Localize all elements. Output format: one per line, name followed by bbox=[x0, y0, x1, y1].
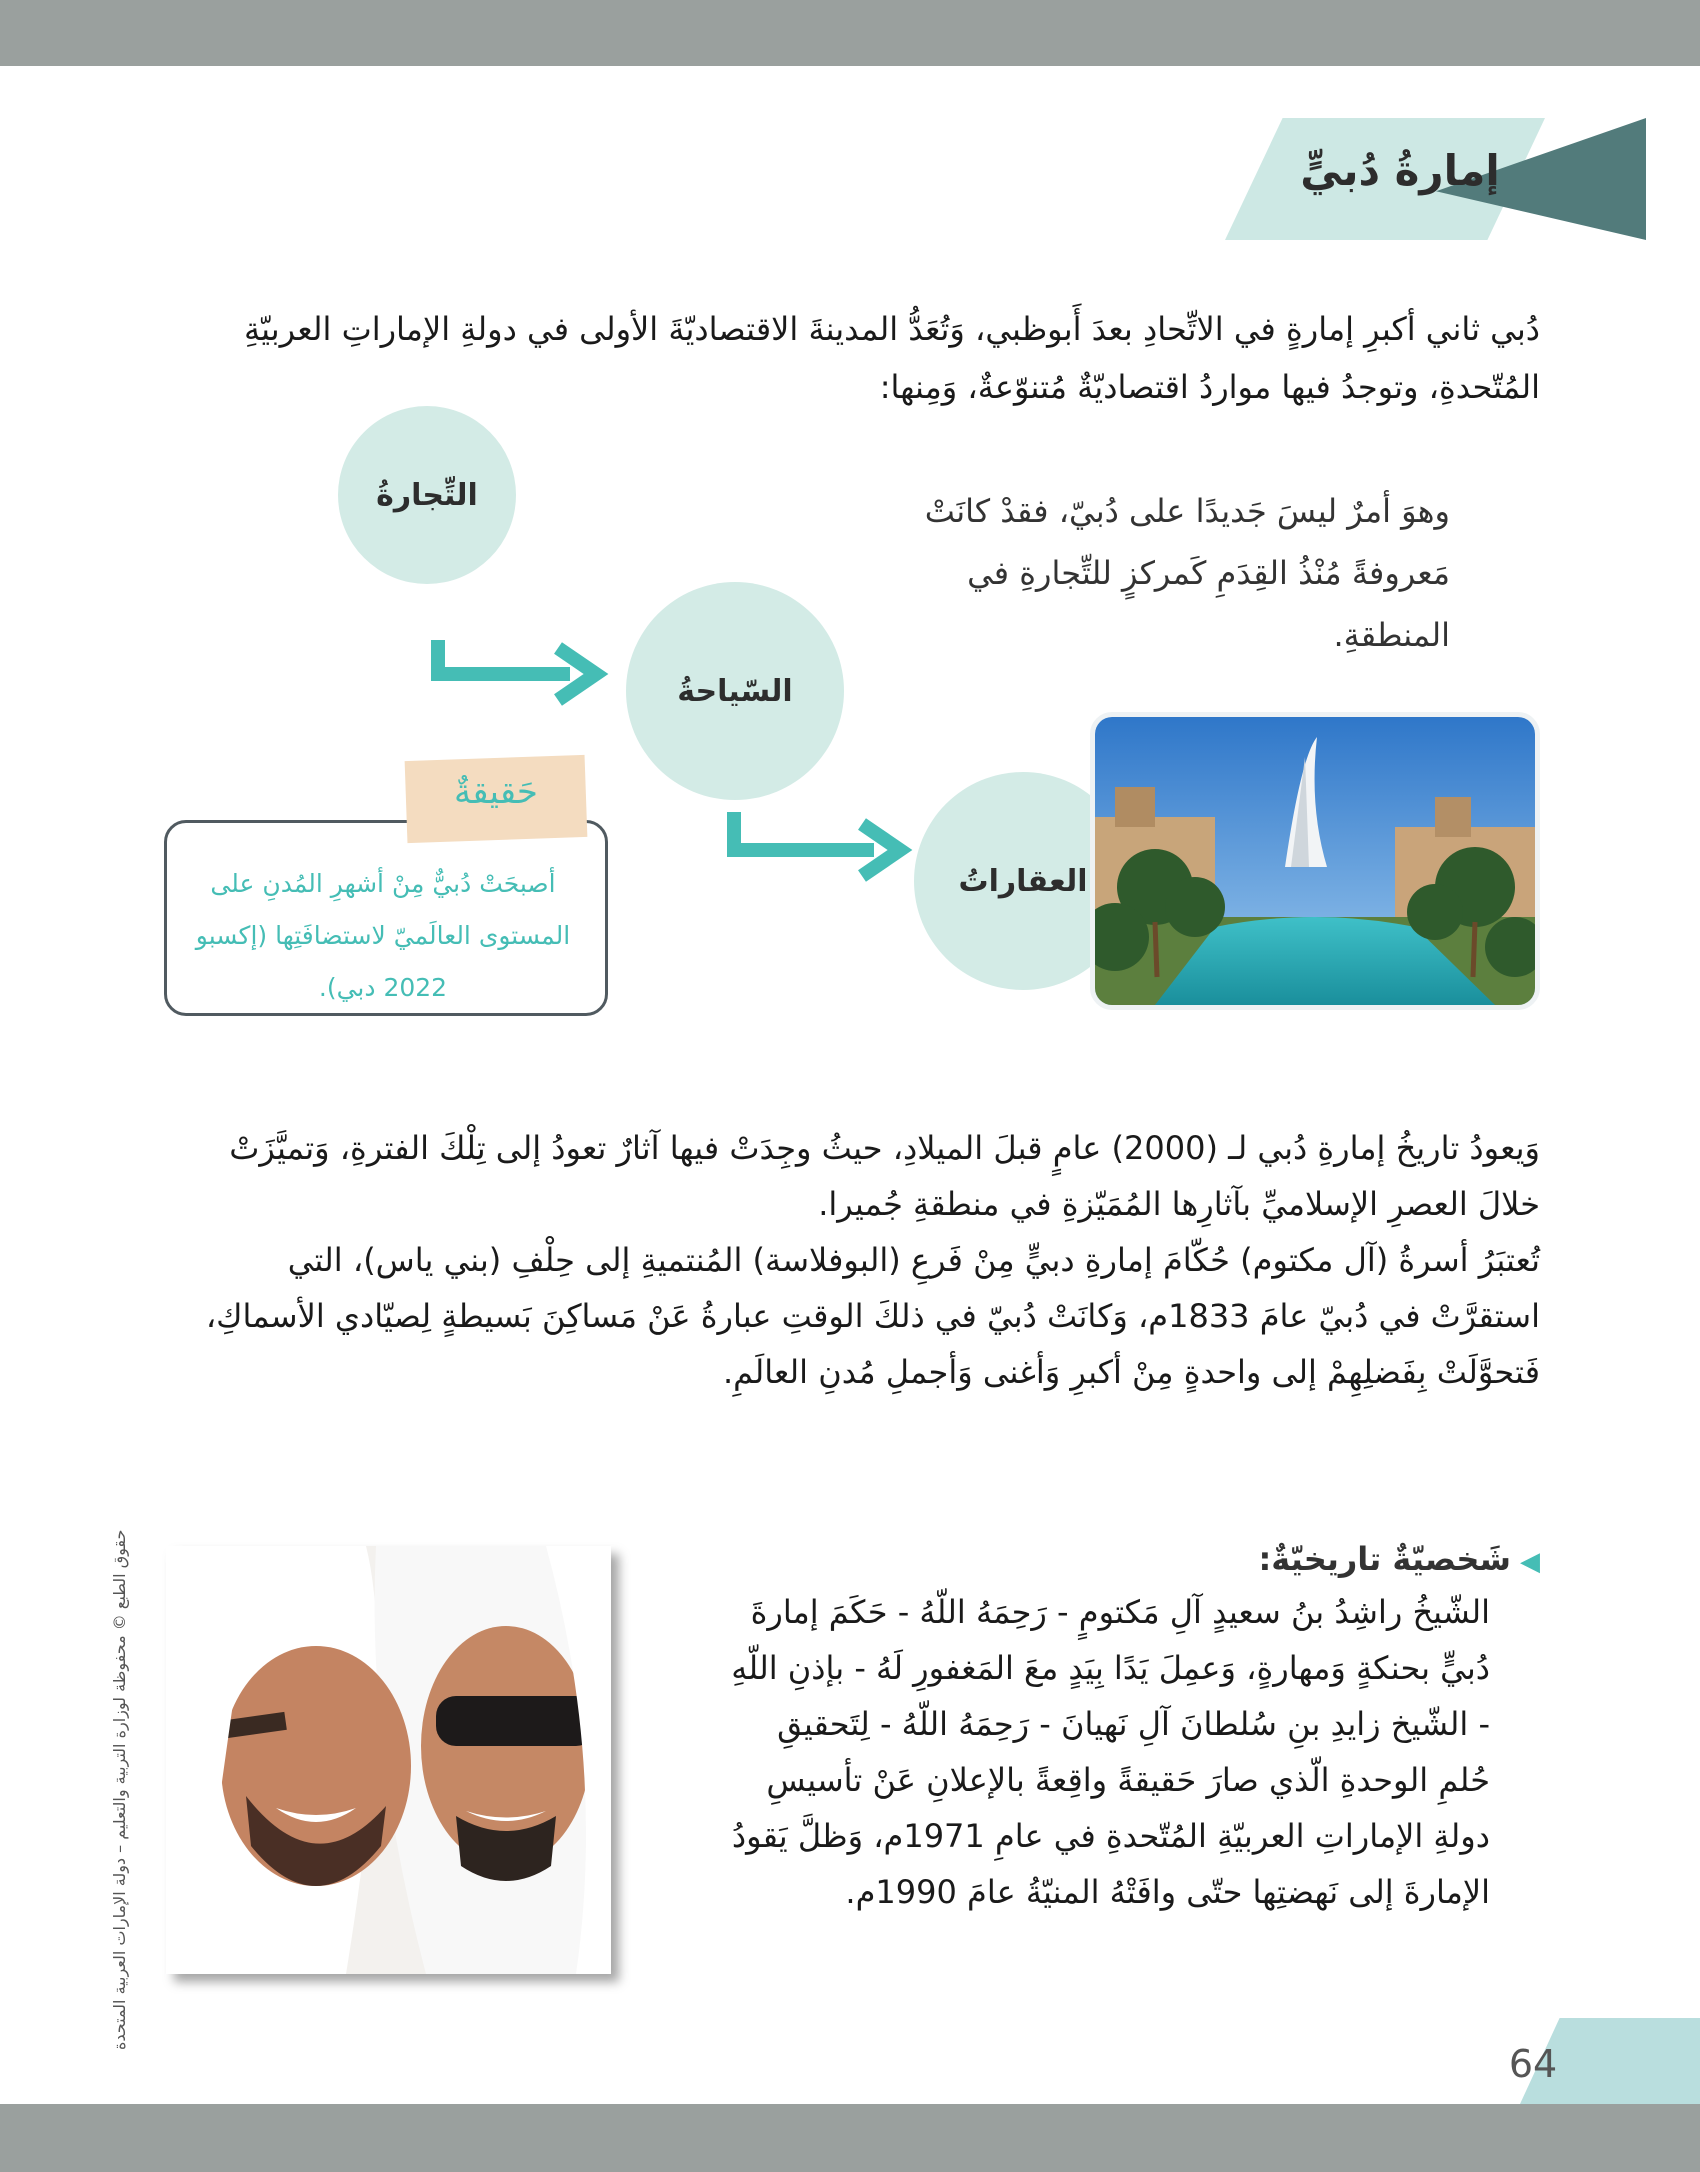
sheikhs-portrait-image bbox=[166, 1546, 611, 1974]
figure-line: دولةِ الإماراتِ العربيّةِ المُتّحدةِ في عامِ 1971م، وَظلَّ يَقودُ bbox=[731, 1817, 1490, 1855]
figure-line: - الشّيخ زايدِ بنِ سُلطانَ آلِ نَهيانَ - رَحِمَهُ اللّهُ - لِتَحقيقِ bbox=[777, 1705, 1490, 1743]
resource-tourism-label: السّياحةُ bbox=[677, 673, 793, 709]
fact-body: أصبحَتْ دُبيٌّ مِنْ أشهرِ المُدنِ على المستوى العالَميّ لاستضافَتِها (إكسبو 2022 دبي). bbox=[195, 869, 571, 1002]
dubai-skyline-image bbox=[1095, 717, 1535, 1005]
figure-line: الشّيخُ راشِدُ بنُ سعيدٍ آلِ مَكتومٍ - رَحِمَهُ اللّهُ - حَكَمَ إمارةَ bbox=[750, 1593, 1490, 1631]
history-section bbox=[160, 1120, 1540, 1400]
history-p1-line2: خلالَ العصرِ الإسلاميِّ بآثارِها المُمَيّزةِ في منطقةِ جُميرا. bbox=[818, 1185, 1540, 1223]
bottom-bar bbox=[0, 2104, 1700, 2172]
history-p2-line3: فَتحوَّلَتْ بِفَضلِهِمْ إلى واحدةٍ مِنْ أكبرِ وَأغنى وَأجملِ مُدنِ العالَمِ. bbox=[722, 1353, 1540, 1391]
page-title: إمارةُ دُبيٍّ bbox=[1300, 146, 1500, 195]
resource-realestate-label: العقاراتُ bbox=[958, 863, 1088, 899]
sheikhs-photo bbox=[166, 1546, 611, 1974]
page-number: 64 bbox=[1508, 2042, 1558, 2086]
resource-trade-label: التِّجارةُ bbox=[376, 477, 478, 513]
side-note: وهوَ أمرٌ ليسَ جَديدًا على دُبيّ، فقدْ كانَتْ مَعروفةً مُنْذُ القِدَمِ كَمركزٍ للتِّجارةِ في المنطقةِ. bbox=[924, 492, 1450, 654]
intro-line-1: دُبي ثاني أكبرِ إمارةٍ في الاتِّحادِ بعدَ أَبوظبي، وَتُعَدُّ المدينةَ الاقتصاديّةَ الأولى في دولةِ الإماراتِ العربيّةِ bbox=[243, 310, 1540, 348]
fact-title: حَقيقةٌ bbox=[454, 772, 538, 812]
figure-line: حُلمِ الوحدةِ الّذي صارَ حَقيقةً واقِعةً بالإعلانِ عَنْ تأسيسِ bbox=[766, 1761, 1490, 1799]
historical-figure-body bbox=[680, 1584, 1490, 1920]
historical-figure-section bbox=[680, 1540, 1540, 1920]
intro-paragraph bbox=[160, 300, 1540, 416]
arrow-trade-to-tourism-icon bbox=[420, 630, 620, 720]
historical-figure-heading bbox=[680, 1540, 1540, 1578]
resource-circle-trade bbox=[338, 406, 516, 584]
dubai-photo bbox=[1090, 712, 1540, 1010]
copyright-note: حقوق الطبع © محفوظة لوزارة التربية والتعليم – دولة الإمارات العربية المتحدة bbox=[110, 1529, 129, 2050]
bullet-arrow-icon: ◀ bbox=[1510, 1547, 1540, 1577]
history-p1-line1: وَيعودُ تاريخُ إمارةِ دُبي لـ (2000) عامٍ قبلَ الميلادِ، حيثُ وجِدَتْ فيها آثارٌ تعودُ إلى تِلْكَ الفترةِ، وَتميَّزَتْ bbox=[229, 1129, 1540, 1167]
top-bar bbox=[0, 0, 1700, 66]
intro-line-2: المُتّحدةِ، وتوجدُ فيها مواردُ اقتصاديّةٌ مُتنوّعةٌ، وَمِنها: bbox=[879, 368, 1540, 406]
historical-figure-heading-text: شَخصيّةٌ تاريخيّةٌ: bbox=[1258, 1540, 1511, 1578]
figure-line: الإمارةَ إلى نَهضتِها حتّى وافَتْهُ المنيّةُ عامَ 1990م. bbox=[845, 1873, 1490, 1911]
history-p2-line2: استقرَّتْ في دُبيّ عامَ 1833م، وَكانَتْ دُبيّ في ذلكَ الوقتِ عبارةُ عَنْ مَساكِنَ بَسيطةٍ لِصيّادي الأسماكِ، bbox=[205, 1297, 1540, 1335]
history-p2-line1: تُعتبَرُ أسرةُ (آل مكتوم) حُكّامَ إمارةِ دبيٍّ مِنْ فَرعِ (البوفلاسة) المُنتميةِ إلى حِلْفِ (بني ياس)، التي bbox=[287, 1241, 1540, 1279]
resource-circle-tourism bbox=[626, 582, 844, 800]
figure-line: دُبيٍّ بحنكةٍ وَمهارةٍ، وَعمِلَ يَدًا بِيَدٍ معَ المَغفورِ لَهُ - بإذنِ اللّهِ bbox=[731, 1649, 1490, 1687]
arrow-tourism-to-realestate-icon bbox=[716, 808, 916, 898]
